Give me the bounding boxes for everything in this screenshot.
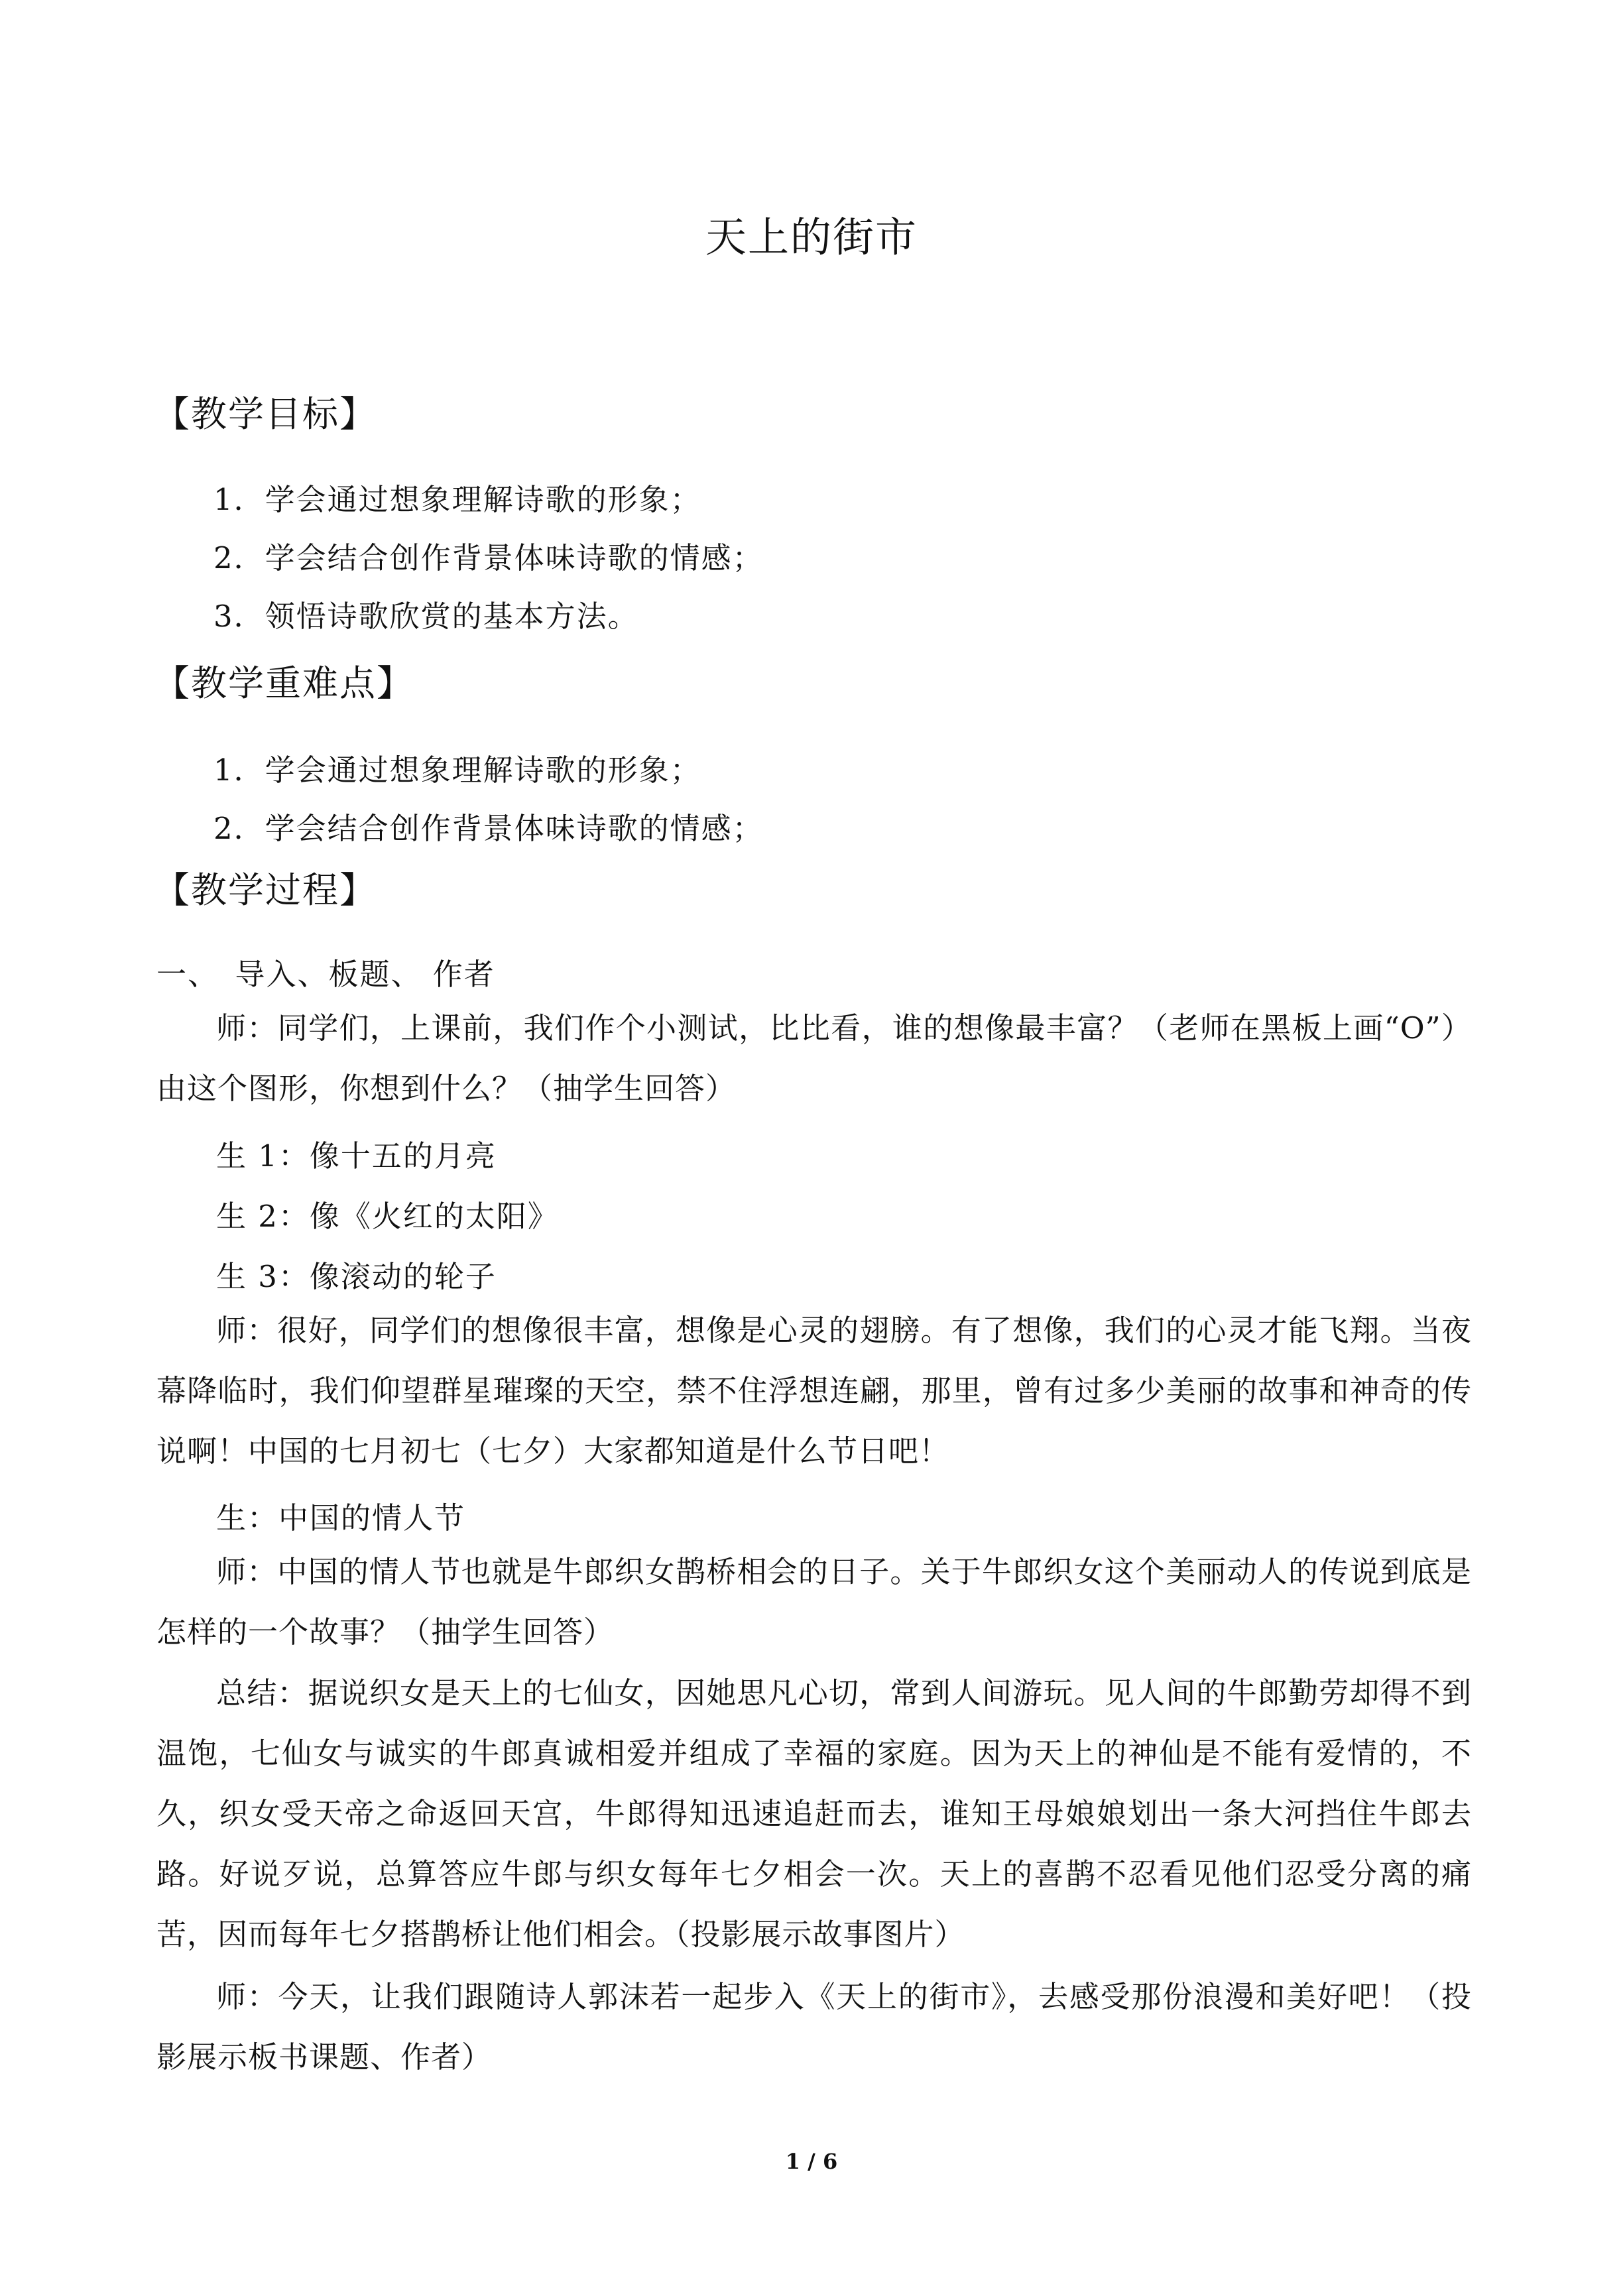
paragraph: 师：中国的情人节也就是牛郎织女鹊桥相会的日子。关于牛郎织女这个美丽动人的传说到底是怎样的一个故事？（抽学生回答） <box>156 1554 1472 1650</box>
section-heading-key-points: 【教学重难点】 <box>154 662 414 704</box>
objective-item: 2．学会结合创作背景体味诗歌的情感； <box>213 540 764 575</box>
document-title: 天上的街市 <box>705 213 918 261</box>
student-answer: 生 1：像十五的月亮 <box>216 1138 497 1174</box>
section-heading-process: 【教学过程】 <box>154 869 377 911</box>
objective-item: 3．领悟诗歌欣赏的基本方法。 <box>213 599 639 634</box>
key-point-item: 1．学会通过想象理解诗歌的形象； <box>213 753 701 788</box>
key-point-item: 2．学会结合创作背景体味诗歌的情感； <box>213 811 764 846</box>
paragraph: 总结：据说织女是天上的七仙女，因她思凡心切，常到人间游玩。见人间的牛郎勤劳却得不到温饱，七仙女与诚实的牛郎真诚相爱并组成了幸福的家庭。因为天上的神仙是不能有爱情的，不久，织女受天帝之命返回天宫，牛郎得知迅速追赶而去，谁知王母娘娘划出一条大河挡住牛郎去路。好说歹说，总算答应牛郎与织女每年七夕相会一次。天上的喜鹊不忍看见他们忍受分离的痛苦，因而每年七夕搭鹊桥让他们相会。（投影展示故事图片） <box>156 1675 1472 1952</box>
paragraph: 师：同学们，上课前，我们作个小测试，比比看，谁的想像最丰富？（老师在黑板上画“O”）由这个图形，你想到什么？（抽学生回答） <box>156 1010 1472 1106</box>
step-heading: 一、 导入、板题、 作者 <box>156 957 495 992</box>
paragraph: 师：很好，同学们的想像很丰富，想像是心灵的翅膀。有了想像，我们的心灵才能飞翔。当夜幕降临时，我们仰望群星璀璨的天空，禁不住浮想连翩，那里，曾有过多少美丽的故事和神奇的传说啊！中国的七月初七（七夕）大家都知道是什么节日吧！ <box>156 1313 1472 1469</box>
paragraph: 师：今天，让我们跟随诗人郭沫若一起步入《天上的街市》，去感受那份浪漫和美好吧！（投影展示板书课题、作者） <box>156 1979 1472 2075</box>
page-number: 1 / 6 <box>785 2149 838 2174</box>
student-answer: 生 3：像滚动的轮子 <box>216 1259 497 1294</box>
section-heading-objectives: 【教学目标】 <box>154 393 377 435</box>
objective-item: 1．学会通过想象理解诗歌的形象； <box>213 482 701 517</box>
student-answer: 生 2：像《火红的太阳》 <box>216 1199 559 1234</box>
student-answer: 生：中国的情人节 <box>216 1500 466 1536</box>
